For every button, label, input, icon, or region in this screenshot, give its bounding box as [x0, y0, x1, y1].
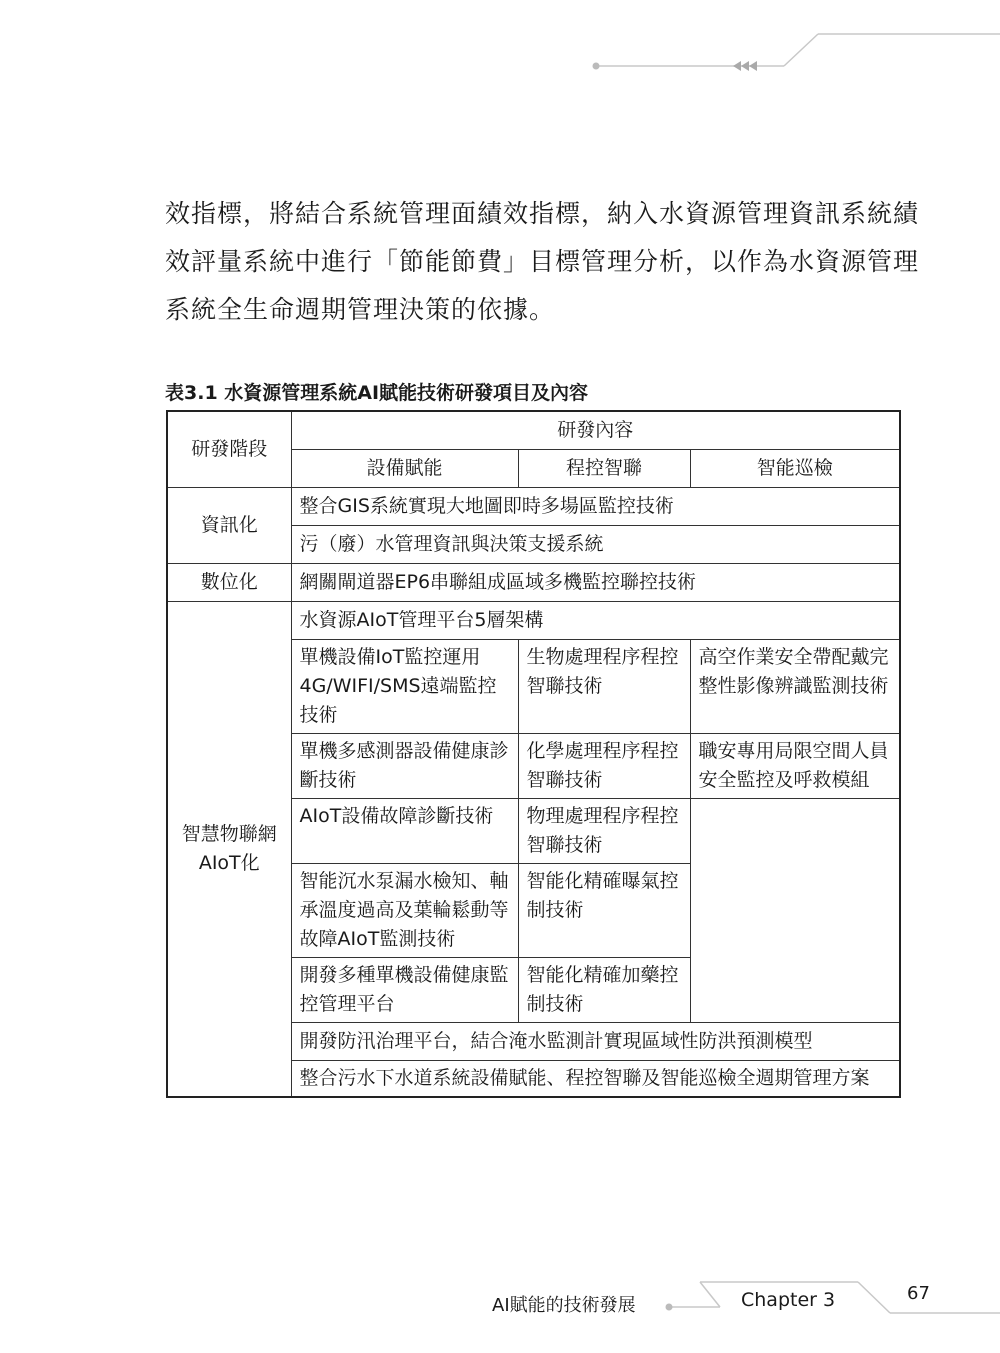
aiot-r1-c2: 生物處理程序程控智聯技術: [518, 640, 690, 734]
stage-digital: 數位化: [167, 564, 291, 602]
info-row-2: 污（廢）水管理資訊與決策支援系統: [291, 526, 900, 564]
header-col-equipment: 設備賦能: [291, 450, 518, 488]
body-line: 效評量系統中進行「節能節費」目標管理分析，以作為水資源管理: [165, 247, 920, 276]
header-col-control: 程控智聯: [518, 450, 690, 488]
stage-info: 資訊化: [167, 488, 291, 564]
header-decoration: [0, 0, 1000, 100]
aiot-r1-c3: 高空作業安全帶配戴完整性影像辨識監測技術: [690, 640, 900, 734]
aiot-r2-c3: 職安專用局限空間人員安全監控及呼救模組: [690, 734, 900, 799]
aiot-empty-cell: [690, 799, 900, 1023]
header-content: 研發內容: [291, 411, 900, 450]
aiot-r5-c1: 開發多種單機設備健康監控管理平台: [291, 958, 518, 1023]
aiot-platform: 水資源AIoT管理平台5層架構: [291, 602, 900, 640]
stage-aiot: [167, 602, 291, 1098]
aiot-r2-c1: 單機多感測器設備健康診斷技術: [291, 734, 518, 799]
footer-chapter: Chapter 3: [741, 1289, 836, 1311]
aiot-r4-c1: 智能沉水泵漏水檢知、軸承溫度過高及葉輪鬆動等故障AIoT監測技術: [291, 864, 518, 958]
digital-row-1: 網關閘道器EP6串聯組成區域多機監控聯控技術: [291, 564, 900, 602]
table-caption: 表3.1 水資源管理系統AI賦能技術研發項目及內容: [165, 382, 589, 404]
aiot-r3-c1: AIoT設備故障診斷技術: [291, 799, 518, 864]
arrows-icon: [733, 61, 757, 71]
aiot-r2-c2: 化學處理程序程控智聯技術: [518, 734, 690, 799]
page-number: 67: [907, 1283, 930, 1304]
header-col-inspection: 智能巡檢: [690, 450, 900, 488]
stage-aiot-line2: AIoT化: [198, 852, 260, 874]
body-paragraph: [165, 190, 920, 334]
aiot-r7: 整合污水下水道系統設備賦能、程控智聯及智能巡檢全週期管理方案: [291, 1061, 900, 1098]
info-row-1: 整合GIS系統實現大地圖即時多場區監控技術: [291, 488, 900, 526]
aiot-r4-c2: 智能化精確曝氣控制技術: [518, 864, 690, 958]
stage-aiot-line1: 智慧物聯網: [181, 823, 277, 845]
footer-book-title: AI賦能的技術發展: [492, 1295, 636, 1316]
header-stage: 研發階段: [167, 411, 291, 488]
body-line: 效指標，將結合系統管理面績效指標，納入水資源管理資訊系統績: [165, 199, 920, 228]
aiot-r3-c2: 物理處理程序程控智聯技術: [518, 799, 690, 864]
aiot-r6: 開發防汛治理平台，結合淹水監測計實現區域性防洪預測模型: [291, 1023, 900, 1061]
aiot-r1-c1: 單機設備IoT監控運用4G/WIFI/SMS遠端監控技術: [291, 640, 518, 734]
aiot-r5-c2: 智能化精確加藥控制技術: [518, 958, 690, 1023]
body-line: 系統全生命週期管理決策的依據。: [165, 295, 556, 324]
research-table: [166, 410, 901, 1098]
